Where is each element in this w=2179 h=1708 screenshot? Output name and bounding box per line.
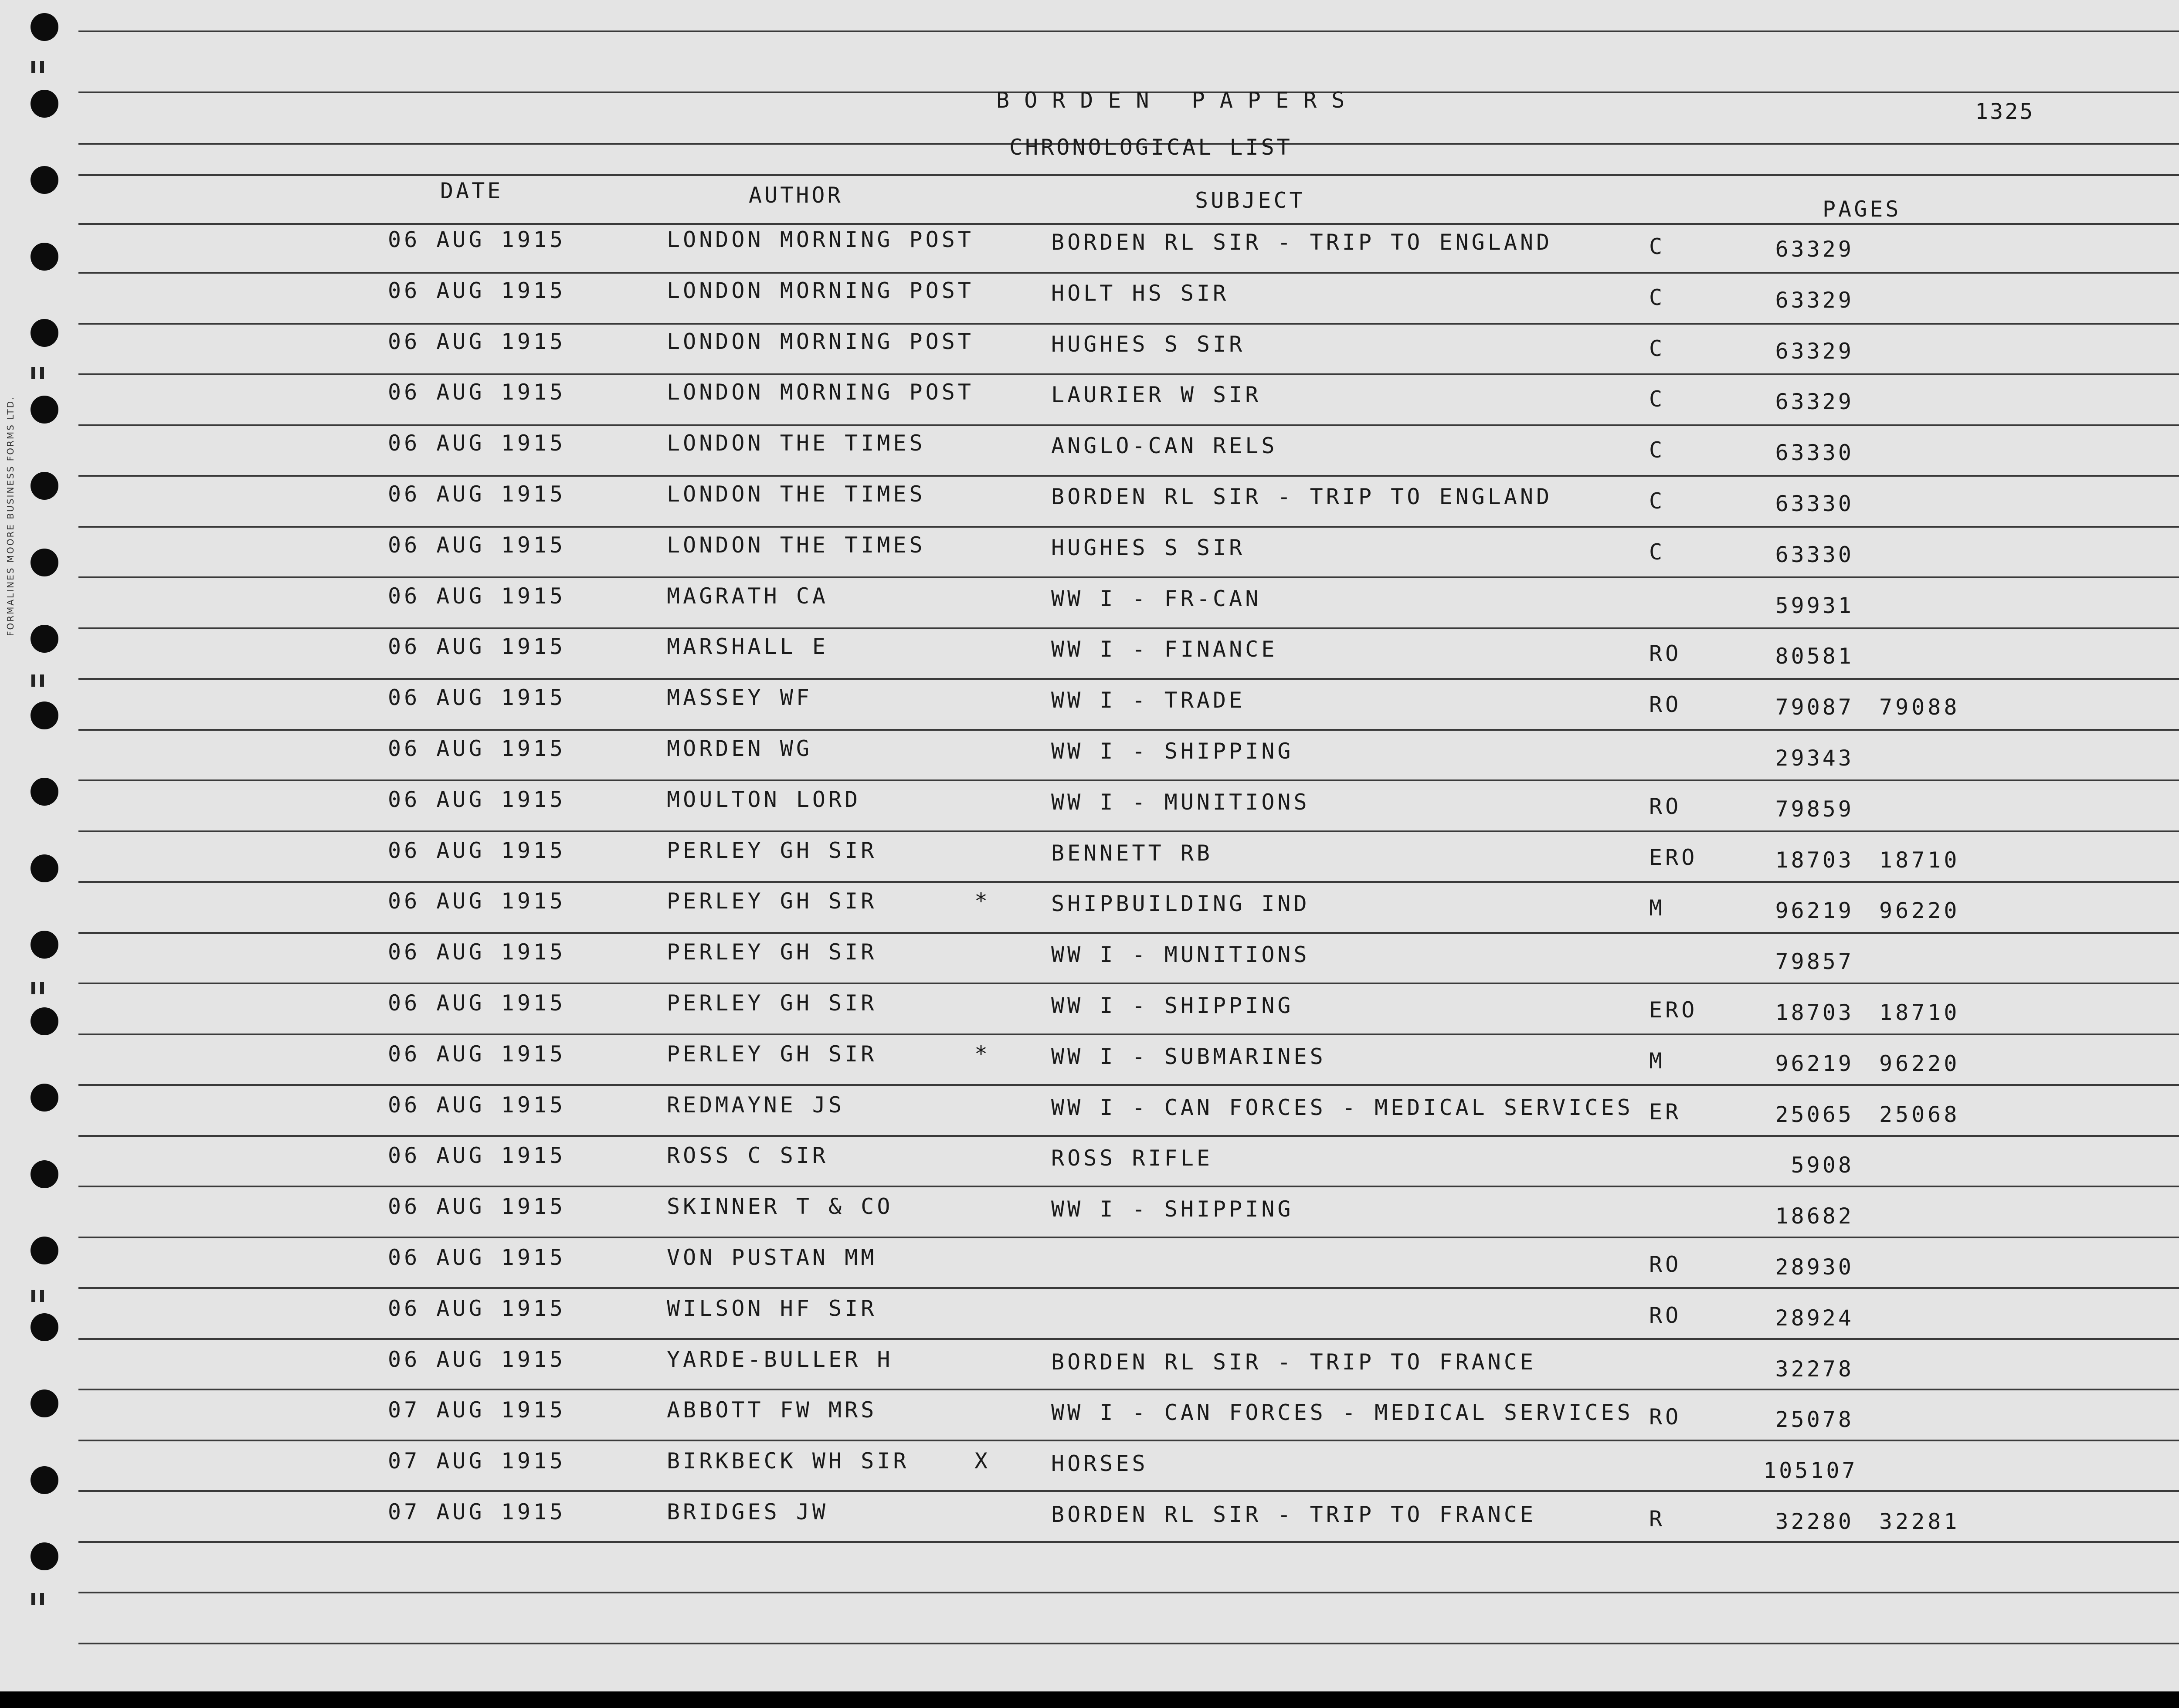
entry-author: MAGRATH CA [667,583,829,609]
feed-hole [31,90,58,118]
entry-author: LONDON THE TIMES [667,430,926,456]
entry-page-start: 79859 [1775,796,1854,822]
entry-date: 06 AUG 1915 [388,1041,566,1067]
ruled-line [78,223,2179,225]
entry-date: 06 AUG 1915 [388,990,566,1016]
entry-page-end: 32281 [1879,1509,1960,1534]
entry-code: RO [1649,1404,1682,1430]
entry-date: 06 AUG 1915 [388,1143,566,1168]
entry-page-start: 63329 [1775,339,1854,364]
entry-subject: BORDEN RL SIR - TRIP TO FRANCE [1051,1349,1537,1375]
ruled-line [78,576,2179,578]
entry-subject: WW I - TRADE [1051,688,1246,713]
entry-subject: LAURIER W SIR [1051,382,1262,407]
entry-page-start: 80581 [1775,644,1854,669]
entry-author: YARDE-BULLER H [667,1347,893,1372]
entry-subject: BENNETT RB [1051,840,1213,866]
ruled-line [78,475,2179,477]
entry-date: 06 AUG 1915 [388,685,566,710]
entry-author: PERLEY GH SIR [667,990,877,1016]
entry-subject: WW I - MUNITIONS [1051,942,1310,967]
perforation-mark [31,61,35,73]
entry-date: 07 AUG 1915 [388,1499,566,1525]
entry-date: 06 AUG 1915 [388,278,566,303]
entry-mark: * [974,1041,991,1067]
ruled-line [78,678,2179,680]
entry-date: 06 AUG 1915 [388,380,566,405]
ruled-line [78,627,2179,629]
entry-author: ROSS C SIR [667,1143,829,1168]
table-row [0,227,2179,261]
entry-page-start: 79857 [1775,949,1854,974]
entry-author: PERLEY GH SIR [667,838,877,863]
entry-author: PERLEY GH SIR [667,888,877,914]
ruled-line [78,424,2179,426]
entry-date: 06 AUG 1915 [388,227,566,252]
table-row [0,1397,2179,1432]
column-header-subject: SUBJECT [1195,188,1305,213]
entry-subject: BORDEN RL SIR - TRIP TO ENGLAND [1051,230,1553,255]
perforation-mark [31,367,35,379]
table-row [0,379,2179,414]
entry-author: LONDON THE TIMES [667,532,926,558]
ruled-line [78,932,2179,934]
perforation-mark [40,1593,44,1605]
ruled-line [78,323,2179,325]
entry-date: 06 AUG 1915 [388,1245,566,1270]
entry-page-end: 96220 [1879,898,1960,923]
entry-date: 06 AUG 1915 [388,481,566,507]
entry-date: 06 AUG 1915 [388,329,566,354]
entry-subject: WW I - SUBMARINES [1051,1044,1326,1069]
entry-author: WILSON HF SIR [667,1296,877,1321]
table-row [0,1448,2179,1483]
table-row [0,990,2179,1025]
table-row [0,685,2179,719]
entry-subject: SHIPBUILDING IND [1051,891,1310,916]
table-row [0,1244,2179,1279]
ruled-line [78,1084,2179,1086]
entry-page-start: 63329 [1775,288,1854,313]
entry-page-start: 18703 [1775,847,1854,873]
entry-page-start: 29343 [1775,746,1854,771]
feed-hole [31,1542,58,1570]
ruled-line [78,1541,2179,1543]
ruled-line [78,881,2179,883]
ruled-line [78,1643,2179,1644]
table-row [0,888,2179,923]
table-row [0,329,2179,363]
entry-author: VON PUSTAN MM [667,1245,877,1270]
entry-code: RO [1649,641,1682,666]
entry-date: 06 AUG 1915 [388,532,566,558]
entry-date: 06 AUG 1915 [388,787,566,812]
entry-subject: HOLT HS SIR [1051,281,1229,306]
entry-page-start: 32278 [1775,1356,1854,1382]
entry-date: 06 AUG 1915 [388,838,566,863]
table-row [0,1346,2179,1381]
table-row [0,430,2179,465]
entry-page-start: 25065 [1775,1102,1854,1127]
table-row [0,634,2179,668]
entry-code: C [1649,539,1666,565]
entry-date: 06 AUG 1915 [388,1092,566,1118]
table-row [0,532,2179,567]
entry-code: RO [1649,692,1682,717]
entry-subject: BORDEN RL SIR - TRIP TO ENGLAND [1051,484,1553,509]
entry-date: 06 AUG 1915 [388,430,566,456]
entry-date: 06 AUG 1915 [388,583,566,609]
entry-page-start: 25078 [1775,1407,1854,1432]
entry-author: MARSHALL E [667,634,829,659]
ruled-line [78,174,2179,176]
entry-code: RO [1649,1303,1682,1328]
entry-subject: BORDEN RL SIR - TRIP TO FRANCE [1051,1502,1537,1527]
entry-page-end: 79088 [1879,695,1960,720]
table-row [0,583,2179,618]
ruled-line [78,1338,2179,1340]
entry-subject: ROSS RIFLE [1051,1145,1213,1171]
table-row [0,1193,2179,1228]
entry-code: ERO [1649,997,1698,1023]
entry-page-start: 105107 [1763,1458,1858,1483]
table-row [0,1092,2179,1127]
entry-subject: WW I - CAN FORCES - MEDICAL SERVICES [1051,1095,1633,1120]
ruled-line [78,729,2179,731]
entry-author: LONDON MORNING POST [667,329,974,354]
entry-author: LONDON MORNING POST [667,278,974,303]
entry-date: 06 AUG 1915 [388,1296,566,1321]
ruled-line [78,1287,2179,1289]
entry-date: 07 AUG 1915 [388,1448,566,1474]
entry-author: LONDON MORNING POST [667,227,974,252]
column-header-date: DATE [440,178,503,203]
ruled-line [78,1440,2179,1441]
perforation-mark [40,367,44,379]
entry-page-start: 28930 [1775,1254,1854,1280]
ruled-line [78,779,2179,781]
ruled-line [78,30,2179,32]
table-row [0,1142,2179,1177]
table-row [0,278,2179,312]
entry-page-start: 18703 [1775,1000,1854,1025]
table-row [0,1295,2179,1330]
table-row [0,939,2179,974]
ruled-line [78,983,2179,984]
entry-page-start: 18682 [1775,1203,1854,1229]
entry-code: C [1649,336,1666,361]
ruled-line [78,1034,2179,1035]
entry-code: C [1649,488,1666,514]
entry-author: BIRKBECK WH SIR [667,1448,910,1474]
entry-author: BRIDGES JW [667,1499,829,1525]
entry-page-start: 79087 [1775,695,1854,720]
feed-hole [31,166,58,194]
table-row [0,735,2179,770]
ruled-line [78,1490,2179,1492]
perforation-mark [40,61,44,73]
entry-code: RO [1649,1252,1682,1277]
entry-subject: WW I - SHIPPING [1051,739,1294,764]
document-title: BORDEN PAPERS [996,88,1360,113]
entry-date: 07 AUG 1915 [388,1397,566,1423]
entry-author: PERLEY GH SIR [667,939,877,965]
entry-subject: HUGHES S SIR [1051,535,1246,560]
entry-code: R [1649,1506,1666,1532]
perforation-mark [31,1593,35,1605]
entry-code: RO [1649,794,1682,819]
entry-date: 06 AUG 1915 [388,939,566,965]
ruled-line [78,272,2179,274]
form-manufacturer-print: FORMALINES MOORE BUSINESS FORMS LTD. [5,396,16,636]
ruled-line [78,373,2179,375]
entry-author: REDMAYNE JS [667,1092,845,1118]
table-row [0,837,2179,872]
document-subtitle: CHRONOLOGICAL LIST [1009,135,1293,160]
entry-page-start: 63330 [1775,491,1854,516]
entry-date: 06 AUG 1915 [388,736,566,761]
entry-author: LONDON MORNING POST [667,380,974,405]
entry-code: ERO [1649,845,1698,870]
entry-page-start: 5908 [1791,1152,1854,1178]
entry-code: C [1649,386,1666,412]
ruled-line [78,1237,2179,1238]
entry-date: 06 AUG 1915 [388,1347,566,1372]
entry-author: MORDEN WG [667,736,812,761]
entry-code: C [1649,234,1666,259]
entry-code: M [1649,1048,1666,1074]
entry-author: MOULTON LORD [667,787,861,812]
entry-author: MASSEY WF [667,685,812,710]
ruled-line [78,830,2179,832]
table-row [0,786,2179,821]
table-row [0,481,2179,516]
entry-code: ER [1649,1099,1682,1125]
entry-subject: WW I - CAN FORCES - MEDICAL SERVICES [1051,1400,1633,1425]
entry-page-end: 18710 [1879,1000,1960,1025]
ruled-line [78,526,2179,528]
entry-author: SKINNER T & CO [667,1194,893,1219]
column-header-author: AUTHOR [749,183,843,208]
table-row [0,1041,2179,1076]
entry-date: 06 AUG 1915 [388,888,566,914]
ruled-line [78,1592,2179,1593]
entry-date: 06 AUG 1915 [388,634,566,659]
entry-code: C [1649,437,1666,463]
entry-author: ABBOTT FW MRS [667,1397,877,1423]
entry-date: 06 AUG 1915 [388,1194,566,1219]
entry-subject: WW I - FINANCE [1051,637,1278,662]
feed-hole [31,13,58,41]
entry-subject: WW I - SHIPPING [1051,993,1294,1018]
entry-subject: WW I - SHIPPING [1051,1196,1294,1222]
entry-page-end: 96220 [1879,1051,1960,1076]
entry-mark: * [974,888,991,914]
entry-page-start: 63329 [1775,389,1854,414]
column-header-pages: PAGES [1823,197,1901,222]
entry-page-end: 18710 [1879,847,1960,873]
entry-page-start: 63329 [1775,237,1854,262]
entry-page-start: 59931 [1775,593,1854,618]
entry-author: LONDON THE TIMES [667,481,926,507]
entry-page-start: 32280 [1775,1509,1854,1534]
entry-page-start: 28924 [1775,1305,1854,1331]
entry-subject: ANGLO-CAN RELS [1051,433,1278,458]
entry-code: C [1649,285,1666,310]
entry-page-start: 63330 [1775,440,1854,465]
page-number: 1325 [1975,99,2035,124]
entry-page-start: 96219 [1775,898,1854,923]
entry-subject: HUGHES S SIR [1051,332,1246,357]
ruled-line [78,1389,2179,1390]
entry-subject: WW I - MUNITIONS [1051,790,1310,815]
entry-page-start: 63330 [1775,542,1854,567]
table-row [0,1499,2179,1534]
entry-author: PERLEY GH SIR [667,1041,877,1067]
entry-page-start: 96219 [1775,1051,1854,1076]
ruled-line [78,1135,2179,1137]
ruled-line [78,1186,2179,1187]
entry-subject: WW I - FR-CAN [1051,586,1262,611]
entry-mark: X [974,1448,991,1474]
entry-subject: HORSES [1051,1451,1148,1476]
entry-page-end: 25068 [1879,1102,1960,1127]
entry-code: M [1649,895,1666,921]
